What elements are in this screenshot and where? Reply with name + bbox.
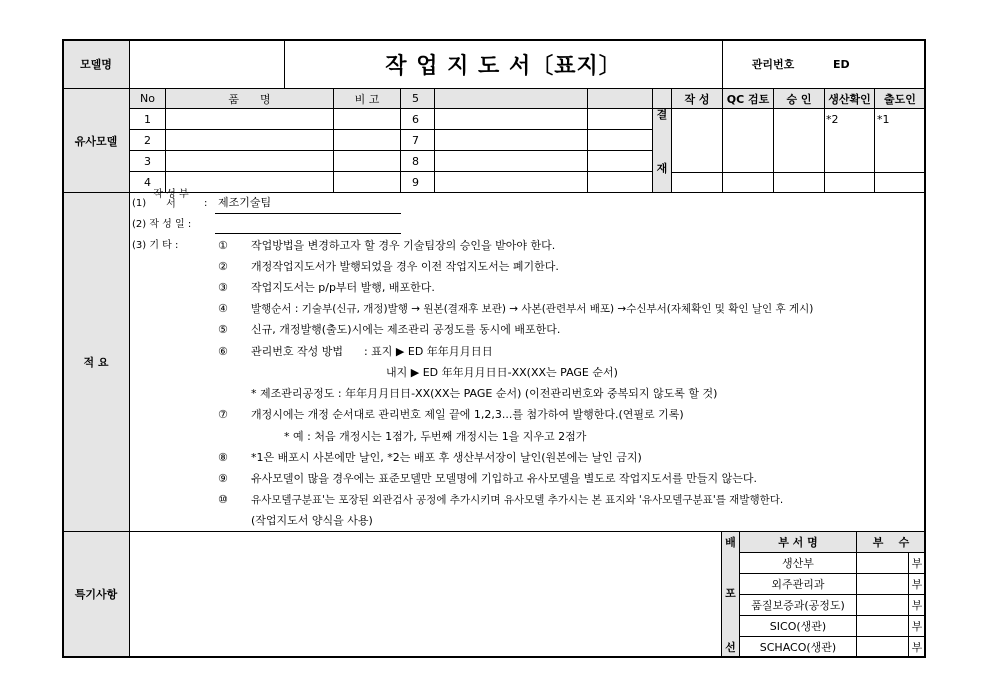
row-number: 1 (144, 112, 151, 126)
approval-col-production-check: 생산확인 (828, 92, 871, 106)
management-number-label: 관리번호 (751, 58, 795, 71)
item-text: *1은 배포시 사본에만 날인, *2는 배포 후 생산부서장이 날인(원본에는 날인 금지) (251, 451, 642, 464)
author-dept-colon: : (204, 198, 208, 209)
item-text: 발행순서 : 기술부(신규, 개정)발행 → 원본(결재후 보관) → 사본(관련부서 배포) →수신부서(자체확인 및 확인 날인 후 게시) (251, 303, 814, 315)
approval-col-release: 출도인 (884, 92, 916, 106)
row-number: 7 (412, 133, 419, 147)
item-number: ② (218, 260, 228, 273)
distribution-side-label: 배 (725, 536, 736, 549)
item-number: ⑤ (218, 323, 228, 336)
item-text: 관리번호 작성 방법 : 표지 ▶ ED 年年月月日日 (251, 345, 493, 358)
item-number: ⑩ (218, 493, 228, 506)
item-text: 유사모델이 많을 경우에는 표준모델만 모델명에 기입하고 유사모델을 별도로 작업지도서를 만들지 않는다. (251, 472, 758, 485)
department-name: 생산부 (782, 557, 814, 570)
department-name: 외주관리과 (771, 578, 825, 591)
similar-model-label: 유사모델 (74, 134, 118, 148)
item-7-example: * 예 : 처음 개정시는 1점가, 두번째 개정시는 1을 지우고 2점가 (284, 430, 587, 443)
copies-unit: 부 (911, 640, 923, 654)
signature-box-author[interactable] (672, 109, 722, 172)
approval-col-qc-review: QC 검토 (726, 92, 770, 106)
copies-unit: 부 (911, 578, 923, 591)
summary-label: 적 요 (83, 356, 109, 369)
item-number: ⑦ (218, 408, 228, 421)
department-name: SCHACO(생관) (759, 640, 837, 654)
item-10-continuation: (작업지도서 양식을 사용) (251, 514, 373, 527)
row-number: 5 (412, 92, 419, 105)
signature-box-qc-review[interactable] (723, 109, 773, 172)
row-number: 9 (412, 175, 419, 189)
distribution-side-label: 포 (725, 587, 736, 600)
row-number: 2 (144, 133, 151, 147)
etc-label: (3) 기 타 : (132, 240, 179, 251)
signature-note-production: *2 (826, 113, 839, 126)
written-date-label: (2) 작 성 일 : (132, 219, 192, 230)
item-text: 개정작업지도서가 발행되었을 경우 이전 작업지도서는 폐기한다. (251, 260, 559, 273)
approval-side-label-top: 결 (656, 108, 668, 121)
model-name-field[interactable] (130, 40, 284, 88)
author-dept-label: 작 성 부 서 (153, 189, 189, 210)
item-text: 개정시에는 개정 순서대로 관리번호 제일 끝에 1,2,3...를 첨가하여 발행한다.(연필로 기록) (251, 408, 684, 421)
department-name-header: 부 서 명 (778, 536, 818, 549)
item-number: ① (218, 239, 228, 252)
column-header-no: No (140, 92, 155, 105)
item-text: 유사모델구분표'는 포장된 외관검사 공정에 추가시키며 유사모델 추가시는 본 표지와 '유사모델구분표'를 재발행한다. (251, 494, 784, 506)
copies-unit: 부 (911, 599, 923, 612)
row-number: 3 (144, 154, 151, 168)
approval-col-author: 작 성 (684, 92, 710, 106)
document-title: 작 업 지 도 서〔표지〕 (385, 53, 622, 79)
copies-header: 부 수 (872, 536, 910, 549)
item-number: ③ (218, 281, 228, 294)
item-text: 작업지도서는 p/p부터 발행, 배포한다. (251, 281, 435, 294)
department-name: 품질보증과(공정도) (751, 599, 845, 612)
item-6-process-chart-rule: * 제조관리공정도 : 年年月月日日-XX(XX는 PAGE 순서) (이전관리번호와 중복되지 않도록 할 것) (251, 387, 718, 400)
management-number-value[interactable]: ED (833, 57, 850, 71)
signature-box-approve[interactable] (774, 109, 824, 172)
approval-col-approve: 승 인 (786, 92, 812, 106)
item-number: ④ (218, 302, 228, 315)
department-name: SICO(생관) (769, 620, 827, 633)
special-notes-area[interactable] (130, 532, 721, 656)
copies-unit: 부 (911, 557, 923, 570)
author-dept-number: (1) (132, 198, 147, 209)
row-number: 8 (412, 154, 419, 168)
copies-unit: 부 (911, 620, 923, 633)
signature-note-release: *1 (877, 113, 890, 126)
distribution-side-label: 선 (725, 640, 736, 654)
approval-side-label-bottom: 재 (656, 162, 668, 175)
column-header-item-name: 품 명 (228, 92, 271, 106)
item-text: 작업방법을 변경하고자 할 경우 기술팀장의 승인을 받아야 한다. (251, 239, 556, 252)
item-number: ⑨ (218, 472, 228, 485)
special-notes-label: 특기사항 (74, 588, 118, 601)
item-number: ⑥ (218, 345, 228, 358)
item-6-inner-page-rule: 내지 ▶ ED 年年月月日日-XX(XX는 PAGE 순서) (386, 366, 618, 379)
item-number: ⑧ (218, 451, 228, 464)
item-text: 신규, 개정발행(출도)시에는 제조관리 공정도를 동시에 배포한다. (251, 323, 561, 336)
row-number: 4 (144, 175, 151, 189)
model-name-label: 모델명 (80, 58, 112, 71)
column-header-note: 비 고 (354, 92, 380, 106)
row-number: 6 (412, 112, 419, 126)
author-dept-value[interactable]: 제조기술팀 (218, 196, 272, 209)
